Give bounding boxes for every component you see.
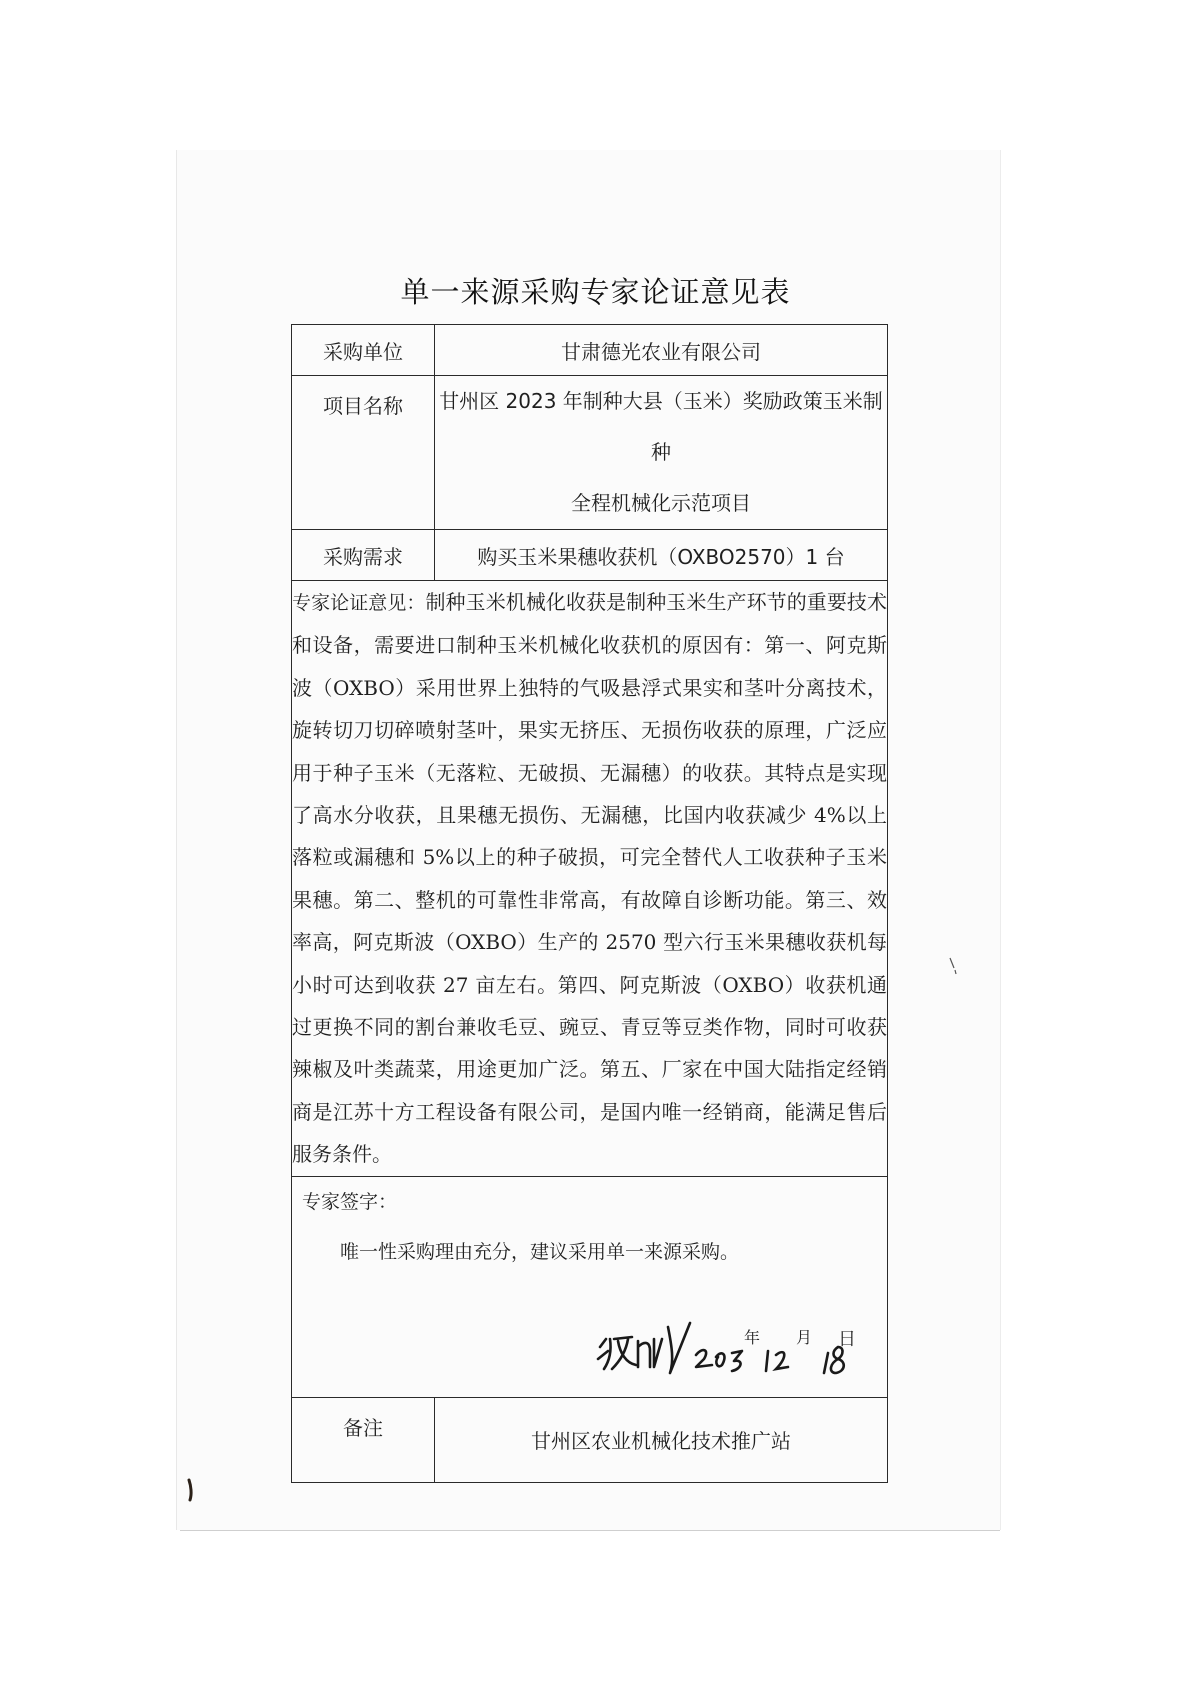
sign-month-char: 月 (796, 1327, 813, 1347)
table-row (292, 376, 888, 530)
scan-edge-line (180, 1530, 1000, 1531)
table-row (292, 530, 888, 581)
project-line-1: 甘州区 2023 年制种大县（玉米）奖励政策玉米制种 (439, 389, 883, 464)
table-row (292, 325, 888, 376)
scan-speck (948, 956, 958, 976)
document-title: 单一来源采购专家论证意见表 (400, 275, 791, 309)
project-line-2: 全程机械化示范项目 (571, 491, 751, 515)
opinion-form-table (291, 324, 888, 1483)
sign-day-char: 日 (838, 1328, 856, 1350)
opinion-label: 专家论证意见： (292, 592, 426, 614)
signature-statement: 唯一性采购理由充分，建议采用单一来源采购。 (340, 1240, 740, 1263)
note-label: 备注 (292, 1397, 435, 1482)
need-label: 采购需求 (292, 530, 435, 581)
project-label: 项目名称 (292, 376, 435, 530)
expert-signature-cell (292, 1176, 888, 1397)
table-row (292, 1176, 888, 1397)
note-value: 甘州区农业机械化技术推广站 (435, 1397, 888, 1482)
project-value (435, 376, 888, 530)
unit-value: 甘肃德光农业有限公司 (435, 325, 888, 376)
signature-label: 专家签字： (302, 1190, 398, 1213)
expert-opinion-cell (292, 581, 888, 1177)
sign-year-char: 年 (744, 1327, 761, 1347)
unit-label: 采购单位 (292, 325, 435, 376)
table-row (292, 581, 888, 1177)
opinion-text: 制种玉米机械化收获是制种玉米生产环节的重要技术和设备，需要进口制种玉米机械化收获机的原因有：第一、阿克斯波（OXBO）采用世界上独特的气吸悬浮式果实和茎叶分离技术，旋转切刀切碎喷射茎叶，果实无挤压、无损伤收获的原理，广泛应用于种子玉米（无落粒、无破损、无漏穗）的收获。其特点是实现了高水分收获，且果穗无损伤、无漏穗，比国内收获减少 4%以上落粒或漏穗和 5%以上的种子破损，可完全替代人工收获种子玉米果穗。第二、整机的可靠性非常高，有故障自诊断功能。第三、效率高，阿克斯波（OXBO）生产的 2570 型六行玉米果穗收获机每小时可达到收获 27 亩左右。第四、阿克斯波（OXBO）收获机通过更换不同的割台兼收毛豆、豌豆、青豆等豆类作物，同时可收获辣椒及叶类蔬菜，用途更加广泛。第五、厂家在中国大陆指定经销商是江苏十方工程设备有限公司，是国内唯一经销商，能满足售后服务条件。 (292, 590, 887, 1167)
scan-speck (186, 1478, 194, 1502)
table-row (292, 1397, 888, 1482)
need-value: 购买玉米果穗收获机（OXBO2570）1 台 (435, 530, 888, 581)
